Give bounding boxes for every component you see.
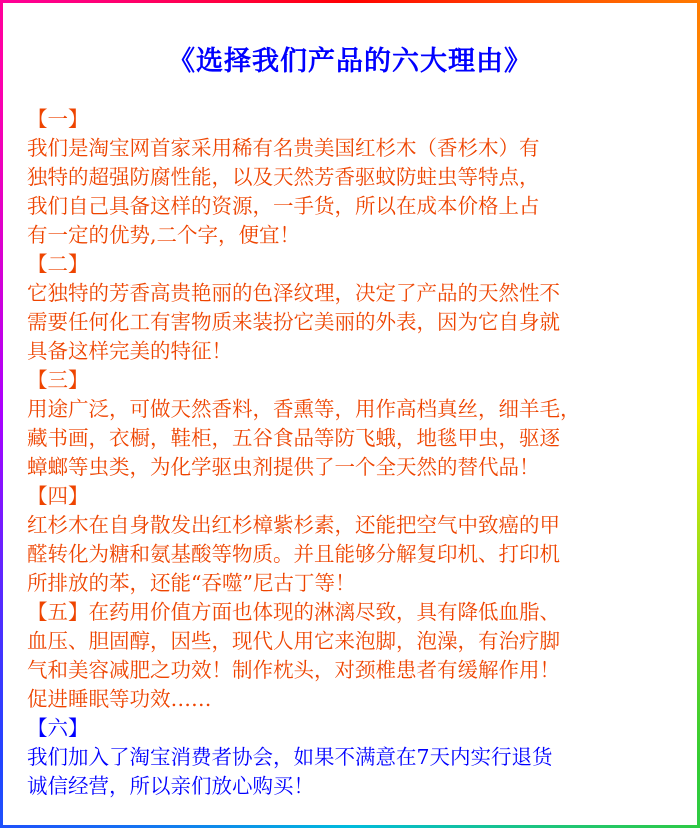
reason-5-line-1 [27,598,675,627]
reason-4-line-1: 红杉木在自身散发出红杉樟紫杉素，还能把空气中致癌的甲 [27,513,560,537]
reason-3-line-2: 藏书画，衣橱，鞋柜，五谷食品等防飞蛾，地毯甲虫，驱逐 [27,426,560,450]
reason-3-line-3: 蟑螂等虫类，为化学驱虫剂提供了一个全天然的替代品！ [27,455,540,479]
reason-2-line-3: 具备这样完美的特征！ [27,339,232,363]
reason-4-line-2: 醛转化为糖和氨基酸等物质。并且能够分解复印机、打印机 [27,542,560,566]
reason-5-line-2: 血压、胆固醇，因些，现代人用它来泡脚，泡澡，有治疗脚 [27,629,560,653]
reason-section-4 [27,482,675,598]
reason-5-line-4: 促进睡眠等功效…… [27,687,212,711]
reason-section-3 [27,366,675,482]
reason-label-5: 【五】 [27,600,89,624]
reason-5-first-line-text: 在药用价值方面也体现的淋漓尽致，具有降低血脂、 [88,600,560,624]
reason-section-1 [27,105,675,250]
reason-6-line-2: 诚信经营，所以亲们放心购买！ [27,774,314,798]
reason-section-6 [27,714,675,801]
reasons-list [27,105,675,801]
reason-1-line-3: 我们自己具备这样的资源，一手货，所以在成本价格上占 [27,194,540,218]
reason-5-line-3: 气和美容减肥之功效！制作枕头，对颈椎患者有缓解作用！ [27,658,560,682]
reason-4-line-3: 所排放的苯，还能“吞噬”尼古丁等！ [27,571,356,595]
reason-2-line-2: 需要任何化工有害物质来装扮它美丽的外表，因为它自身就 [27,310,560,334]
reason-1-line-4: 有一定的优势,二个字，便宜！ [27,223,301,247]
poster-panel [3,3,697,825]
reason-3-line-1: 用途广泛，可做天然香料，香熏等，用作高档真丝，细羊毛， [27,397,581,421]
reason-6-line-1: 我们加入了淘宝消费者协会，如果不满意在7天内实行退货 [27,745,553,769]
reason-label-6: 【六】 [27,716,89,740]
reason-2-line-1: 它独特的芳香高贵艳丽的色泽纹理，决定了产品的天然性不 [27,281,560,305]
reason-1-line-1: 我们是淘宝网首家采用稀有名贵美国红杉木（香杉木）有 [27,136,540,160]
reason-label-3: 【三】 [27,368,89,392]
reason-section-2 [27,250,675,366]
reason-label-4: 【四】 [27,484,89,508]
reason-label-2: 【二】 [27,252,89,276]
poster-title: 《选择我们产品的六大理由》 [168,46,532,77]
reason-section-5 [27,598,675,714]
reason-1-line-2: 独特的超强防腐性能，以及天然芳香驱蚊防蛀虫等特点， [27,165,540,189]
reason-label-1: 【一】 [27,107,89,131]
